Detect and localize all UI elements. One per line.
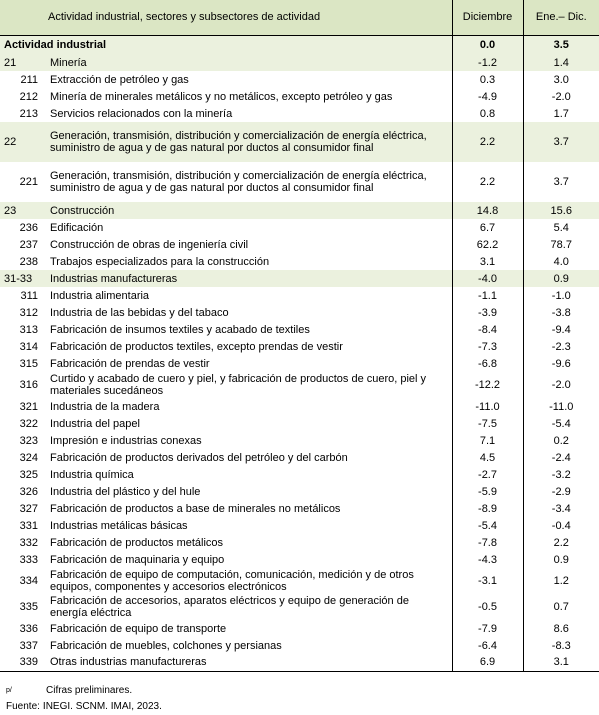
table-row bbox=[0, 534, 599, 551]
row-jan-dec: -2.3 bbox=[523, 338, 599, 355]
row-december: -3.9 bbox=[452, 304, 523, 321]
row-label: Construcción de obras de ingeniería civil bbox=[50, 238, 249, 251]
row-code: 31-33 bbox=[0, 270, 46, 287]
row-jan-dec: 2.2 bbox=[523, 534, 599, 551]
table-row bbox=[0, 637, 599, 654]
table-row bbox=[0, 568, 599, 594]
table-row bbox=[0, 304, 599, 321]
table-row bbox=[0, 270, 599, 287]
source-text: INEGI. SCNM. IMAI, 2023. bbox=[42, 701, 162, 713]
row-code: 211 bbox=[20, 73, 38, 86]
row-code: 315 bbox=[19, 357, 38, 370]
row-label: Industrias metálicas básicas bbox=[50, 519, 188, 532]
row-jan-dec: -11.0 bbox=[523, 398, 599, 415]
table-row bbox=[0, 372, 599, 398]
table-row bbox=[0, 594, 599, 620]
table-row bbox=[0, 236, 599, 253]
row-december: -8.4 bbox=[452, 321, 523, 338]
table-row bbox=[0, 287, 599, 304]
row-december: 2.2 bbox=[452, 162, 523, 202]
table-row bbox=[0, 654, 599, 671]
preliminary-mark: p/ bbox=[6, 687, 12, 694]
row-jan-dec: -3.8 bbox=[523, 304, 599, 321]
row-code: 221 bbox=[19, 176, 38, 188]
table-row bbox=[0, 500, 599, 517]
row-label: Industrias manufactureras bbox=[46, 270, 452, 287]
row-december: -6.4 bbox=[452, 637, 523, 654]
row-jan-dec: 1.4 bbox=[523, 54, 599, 71]
row-label: Industria alimentaria bbox=[50, 289, 150, 302]
row-december: -3.1 bbox=[452, 568, 523, 594]
row-code: 21 bbox=[0, 54, 46, 71]
row-jan-dec: 3.0 bbox=[523, 71, 599, 88]
table-row bbox=[0, 202, 599, 219]
row-code: 311 bbox=[20, 289, 38, 302]
row-jan-dec: -2.0 bbox=[523, 88, 599, 105]
row-code: 22 bbox=[0, 122, 46, 162]
row-code: 324 bbox=[19, 451, 38, 464]
row-jan-dec: 3.7 bbox=[523, 122, 599, 162]
row-december: -7.3 bbox=[452, 338, 523, 355]
table-row bbox=[0, 321, 599, 338]
row-december: -7.9 bbox=[452, 620, 523, 637]
row-code: 334 bbox=[19, 575, 38, 587]
row-december: -7.8 bbox=[452, 534, 523, 551]
row-label: Curtido y acabado de cuero y piel, y fabricación de productos de cuero, piel y materiales sucedáneos bbox=[50, 373, 427, 397]
row-label: Edificación bbox=[50, 221, 104, 234]
row-december: -1.2 bbox=[452, 54, 523, 71]
table-row bbox=[0, 88, 599, 105]
row-label: Fabricación de productos metálicos bbox=[50, 536, 224, 549]
row-label: Fabricación de equipo de transporte bbox=[50, 622, 227, 635]
row-code: 331 bbox=[19, 519, 38, 532]
row-label: Extracción de petróleo y gas bbox=[50, 73, 189, 86]
row-jan-dec: 0.2 bbox=[523, 432, 599, 449]
total-label: Actividad industrial bbox=[0, 35, 452, 54]
table-row bbox=[0, 551, 599, 568]
row-code: 326 bbox=[19, 485, 38, 498]
table-row bbox=[0, 338, 599, 355]
row-december: 0.8 bbox=[452, 105, 523, 122]
row-code: 321 bbox=[19, 400, 38, 413]
row-december: 0.3 bbox=[452, 71, 523, 88]
row-label: Fabricación de productos textiles, excepto prendas de vestir bbox=[50, 340, 343, 353]
row-jan-dec: -3.2 bbox=[523, 466, 599, 483]
row-jan-dec: -5.4 bbox=[523, 415, 599, 432]
row-jan-dec: 3.1 bbox=[523, 654, 599, 671]
total-row bbox=[0, 35, 599, 54]
row-december: -0.5 bbox=[452, 594, 523, 620]
table-row bbox=[0, 105, 599, 122]
row-jan-dec: 8.6 bbox=[523, 620, 599, 637]
row-label: Industria del papel bbox=[50, 417, 140, 430]
source-note bbox=[0, 700, 599, 713]
row-jan-dec: -1.0 bbox=[523, 287, 599, 304]
table-row bbox=[0, 355, 599, 372]
total-december: 0.0 bbox=[452, 35, 523, 54]
row-label: Fabricación de productos derivados del petróleo y del carbón bbox=[50, 451, 348, 464]
row-december: 4.5 bbox=[452, 449, 523, 466]
row-december: -2.7 bbox=[452, 466, 523, 483]
row-code: 316 bbox=[19, 379, 38, 391]
table-row bbox=[0, 54, 599, 71]
row-december: -12.2 bbox=[452, 372, 523, 398]
row-label: Fabricación de equipo de computación, comunicación, medición y de otros equipos, componentes y accesorios electrónicos bbox=[50, 569, 414, 593]
table-row bbox=[0, 71, 599, 88]
row-jan-dec: -2.4 bbox=[523, 449, 599, 466]
row-jan-dec: -8.3 bbox=[523, 637, 599, 654]
row-jan-dec: 1.2 bbox=[523, 568, 599, 594]
row-jan-dec: -9.6 bbox=[523, 355, 599, 372]
row-december: -6.8 bbox=[452, 355, 523, 372]
row-code: 322 bbox=[19, 417, 38, 430]
row-label: Industria química bbox=[50, 468, 134, 481]
row-jan-dec: 1.7 bbox=[523, 105, 599, 122]
row-december: -8.9 bbox=[452, 500, 523, 517]
row-jan-dec: 5.4 bbox=[523, 219, 599, 236]
row-label: Industria de las bebidas y del tabaco bbox=[50, 306, 229, 319]
row-label: Generación, transmisión, distribución y comercialización de energía eléctrica, suministro de agua y de gas natural por ductos al consumidor final bbox=[50, 170, 427, 194]
row-label: Industria de la madera bbox=[50, 400, 160, 413]
row-code: 332 bbox=[19, 536, 38, 549]
row-label: Generación, transmisión, distribución y comercialización de energía eléctrica, suministro de agua y de gas natural por ductos al consumidor final bbox=[46, 122, 452, 162]
row-code: 335 bbox=[19, 601, 38, 613]
row-label: Otras industrias manufactureras bbox=[46, 654, 452, 671]
table-header-row bbox=[0, 0, 599, 35]
total-jan-dec: 3.5 bbox=[523, 35, 599, 54]
row-code: 213 bbox=[19, 107, 38, 120]
row-code: 339 bbox=[0, 654, 46, 671]
row-jan-dec: 4.0 bbox=[523, 253, 599, 270]
header-december: Diciembre bbox=[452, 0, 523, 35]
row-december: -7.5 bbox=[452, 415, 523, 432]
table-row bbox=[0, 449, 599, 466]
row-label: Impresión e industrias conexas bbox=[50, 434, 202, 447]
table-notes bbox=[0, 684, 599, 713]
row-december: 7.1 bbox=[452, 432, 523, 449]
row-december: 62.2 bbox=[452, 236, 523, 253]
header-jan-dec: Ene.– Dic. bbox=[523, 0, 599, 35]
row-code: 238 bbox=[19, 255, 38, 268]
source-label: Fuente: bbox=[6, 701, 40, 713]
row-label: Fabricación de accesorios, aparatos eléctricos y equipo de generación de energía eléctrica bbox=[50, 595, 409, 619]
table-row bbox=[0, 253, 599, 270]
table-row bbox=[0, 415, 599, 432]
row-label: Minería bbox=[46, 54, 452, 71]
table-row bbox=[0, 466, 599, 483]
row-code: 314 bbox=[19, 340, 38, 353]
row-december: 14.8 bbox=[452, 202, 523, 219]
table-row bbox=[0, 162, 599, 202]
row-label: Fabricación de muebles, colchones y persianas bbox=[50, 639, 282, 652]
row-code: 212 bbox=[19, 90, 38, 103]
row-jan-dec: 78.7 bbox=[523, 236, 599, 253]
table-row bbox=[0, 398, 599, 415]
row-label: Fabricación de productos a base de minerales no metálicos bbox=[50, 502, 341, 515]
row-code: 236 bbox=[19, 221, 38, 234]
row-jan-dec: 15.6 bbox=[523, 202, 599, 219]
row-code: 327 bbox=[19, 502, 38, 515]
row-jan-dec: 0.7 bbox=[523, 594, 599, 620]
row-code: 313 bbox=[19, 323, 38, 336]
row-december: 3.1 bbox=[452, 253, 523, 270]
row-december: -5.4 bbox=[452, 517, 523, 534]
row-label: Trabajos especializados para la construcción bbox=[50, 255, 270, 268]
header-activity-label: Actividad industrial, sectores y subsectores de actividad bbox=[0, 0, 452, 35]
row-code: 325 bbox=[19, 468, 38, 481]
row-jan-dec: -9.4 bbox=[523, 321, 599, 338]
row-december: 2.2 bbox=[452, 122, 523, 162]
row-label: Fabricación de insumos textiles y acabado de textiles bbox=[50, 323, 310, 336]
row-jan-dec: -2.9 bbox=[523, 483, 599, 500]
row-december: 6.7 bbox=[452, 219, 523, 236]
row-december: -11.0 bbox=[452, 398, 523, 415]
row-jan-dec: -0.4 bbox=[523, 517, 599, 534]
table-row bbox=[0, 122, 599, 162]
table-row bbox=[0, 219, 599, 236]
row-jan-dec: -2.0 bbox=[523, 372, 599, 398]
row-label: Construcción bbox=[46, 202, 452, 219]
row-december: -1.1 bbox=[452, 287, 523, 304]
row-label: Fabricación de prendas de vestir bbox=[50, 357, 210, 370]
row-december: 6.9 bbox=[452, 654, 523, 671]
row-code: 323 bbox=[19, 434, 38, 447]
row-jan-dec: -3.4 bbox=[523, 500, 599, 517]
row-label: Industria del plástico y del hule bbox=[50, 485, 201, 498]
table-row bbox=[0, 483, 599, 500]
row-december: -4.0 bbox=[452, 270, 523, 287]
row-december: -5.9 bbox=[452, 483, 523, 500]
row-jan-dec: 0.9 bbox=[523, 551, 599, 568]
row-code: 312 bbox=[19, 306, 38, 319]
preliminary-text: Cifras preliminares. bbox=[46, 685, 133, 696]
row-label: Minería de minerales metálicos y no metálicos, excepto petróleo y gas bbox=[50, 90, 393, 103]
row-code: 237 bbox=[19, 238, 38, 251]
row-label: Servicios relacionados con la minería bbox=[50, 107, 233, 120]
table-row bbox=[0, 620, 599, 637]
row-code: 333 bbox=[19, 553, 38, 566]
row-december: -4.3 bbox=[452, 551, 523, 568]
row-december: -4.9 bbox=[452, 88, 523, 105]
row-code: 23 bbox=[0, 202, 46, 219]
row-label: Fabricación de maquinaria y equipo bbox=[50, 553, 225, 566]
row-code: 336 bbox=[19, 622, 38, 635]
table-row bbox=[0, 432, 599, 449]
preliminary-note bbox=[0, 684, 599, 700]
row-jan-dec: 3.7 bbox=[523, 162, 599, 202]
table-row bbox=[0, 517, 599, 534]
row-jan-dec: 0.9 bbox=[523, 270, 599, 287]
row-code: 337 bbox=[19, 639, 38, 652]
